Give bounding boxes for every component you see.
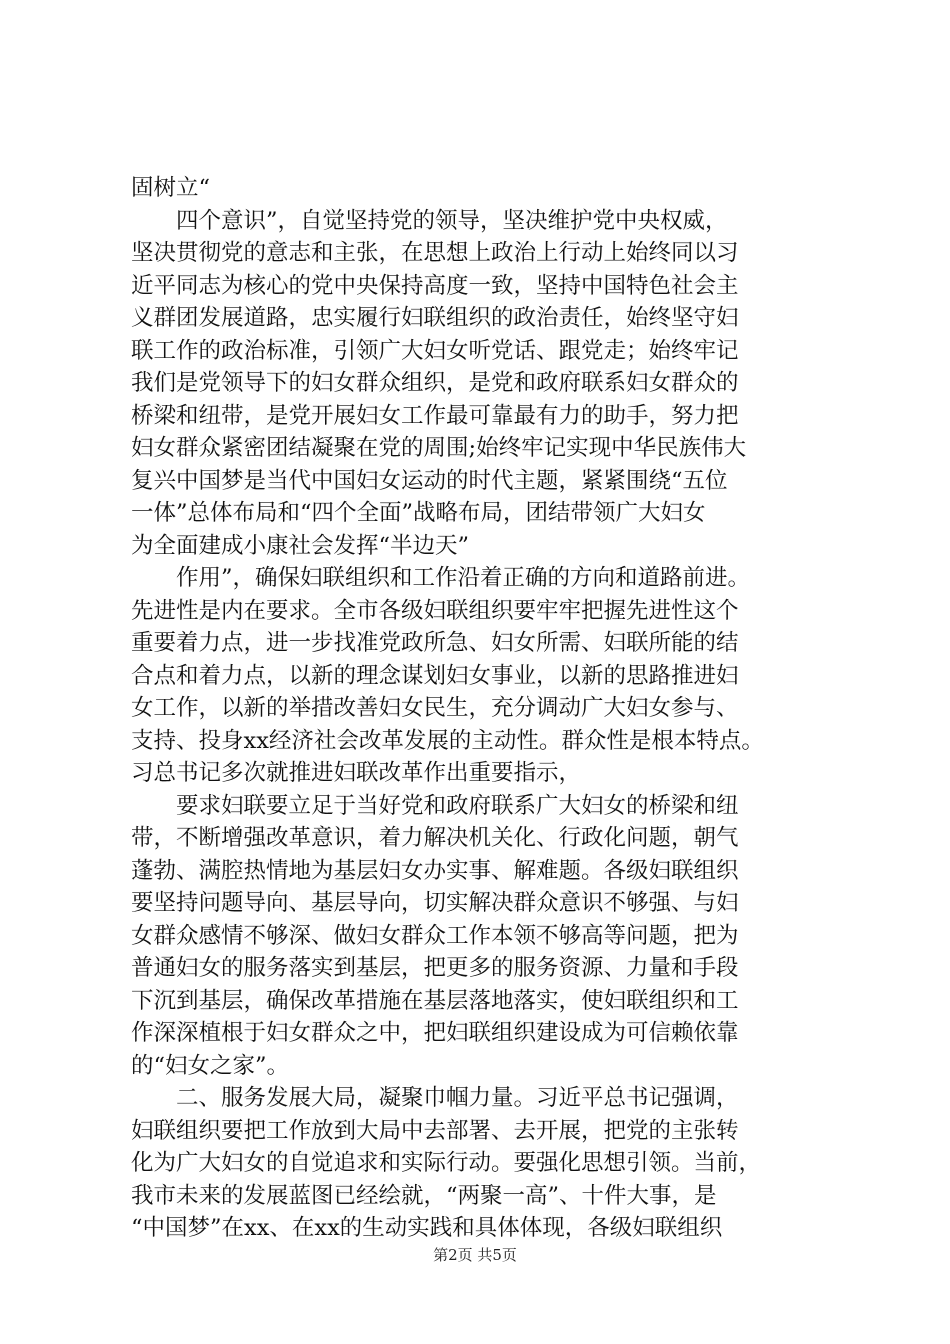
page-number: 第2页 共5页 <box>433 1246 517 1264</box>
text-line: 一体”总体布局和“四个全面”战略布局，团结带领广大妇女 <box>131 500 706 526</box>
text-line: 复兴中国梦是当代中国妇女运动的时代主题，紧紧围绕“五位 <box>131 467 728 494</box>
text-line: 妇联组织要把工作放到大局中去部署、去开展，把党的主张转 <box>131 1117 739 1144</box>
text-line: 为全面建成小康社会发挥“半边天” <box>131 532 470 559</box>
text-line: 的“妇女之家”。 <box>131 1052 290 1079</box>
document-body <box>131 172 831 1245</box>
text-line: 下沉到基层，确保改革措施在基层落地落实，使妇联组织和工 <box>131 987 739 1014</box>
text-line: 我们是党领导下的妇女群众组织，是党和政府联系妇女群众的 <box>131 370 739 396</box>
text-line: 习总书记多次就推进妇联改革作出重要指示， <box>131 760 582 786</box>
text-line: 近平同志为核心的党中央保持高度一致，坚持中国特色社会主 <box>131 272 739 299</box>
text-line: “中国梦”在xx、在xx的生动实践和具体体现，各级妇联组织 <box>131 1215 723 1241</box>
text-line: 我市未来的发展蓝图已经绘就，“两聚一高”、十件大事，是 <box>131 1182 717 1209</box>
text-line: 普通妇女的服务落实到基层，把更多的服务资源、力量和手段 <box>131 955 739 981</box>
text-line: 支持、投身xx经济社会改革发展的主动性。群众性是根本特点。 <box>131 727 764 754</box>
text-line: 联工作的政治标准，引领广大妇女听党话、跟党走；始终牢记 <box>131 337 739 364</box>
text-line: 作深深植根于妇女群众之中，把妇联组织建设成为可信赖依靠 <box>131 1020 739 1046</box>
text-line: 女群众感情不够深、做妇女群众工作本领不够高等问题，把为 <box>131 922 739 949</box>
text-line: 四个意识”，自觉坚持党的领导，坚决维护党中央权威， <box>176 207 728 234</box>
text-line: 义群团发展道路，忠实履行妇联组织的政治责任，始终坚守妇 <box>131 305 739 331</box>
text-line: 合点和着力点，以新的理念谋划妇女事业，以新的思路推进妇 <box>131 662 739 689</box>
text-line: 蓬勃、满腔热情地为基层妇女办实事、解难题。各级妇联组织 <box>131 857 739 884</box>
text-line: 坚决贯彻党的意志和主张，在思想上政治上行动上始终同以习 <box>131 240 739 266</box>
text-line: 要求妇联要立足于当好党和政府联系广大妇女的桥梁和纽 <box>176 792 739 819</box>
text-line: 要坚持问题导向、基层导向，切实解决群众意识不够强、与妇 <box>131 890 739 916</box>
page-footer <box>0 1245 950 1265</box>
text-line: 作用”，确保妇联组织和工作沿着正确的方向和道路前进。 <box>176 565 751 591</box>
text-line: 固树立“ <box>131 175 211 201</box>
text-line: 女工作，以新的举措改善妇女民生，充分调动广大妇女参与、 <box>131 695 739 721</box>
text-line: 桥梁和纽带，是党开展妇女工作最可靠最有力的助手，努力把 <box>131 402 739 429</box>
text-line: 妇女群众紧密团结凝聚在党的周围;始终牢记实现中华民族伟大 <box>131 435 747 461</box>
text-line: 二、服务发展大局，凝聚巾帼力量。习近平总书记强调， <box>176 1085 739 1111</box>
text-line: 带，不断增强改革意识，着力解决机关化、行政化问题，朝气 <box>131 825 739 851</box>
text-line: 重要着力点，进一步找准党政所急、妇女所需、妇联所能的结 <box>131 630 739 656</box>
text-line: 先进性是内在要求。全市各级妇联组织要牢牢把握先进性这个 <box>131 597 739 624</box>
text-line: 化为广大妇女的自觉追求和实际行动。要强化思想引领。当前， <box>131 1150 762 1176</box>
